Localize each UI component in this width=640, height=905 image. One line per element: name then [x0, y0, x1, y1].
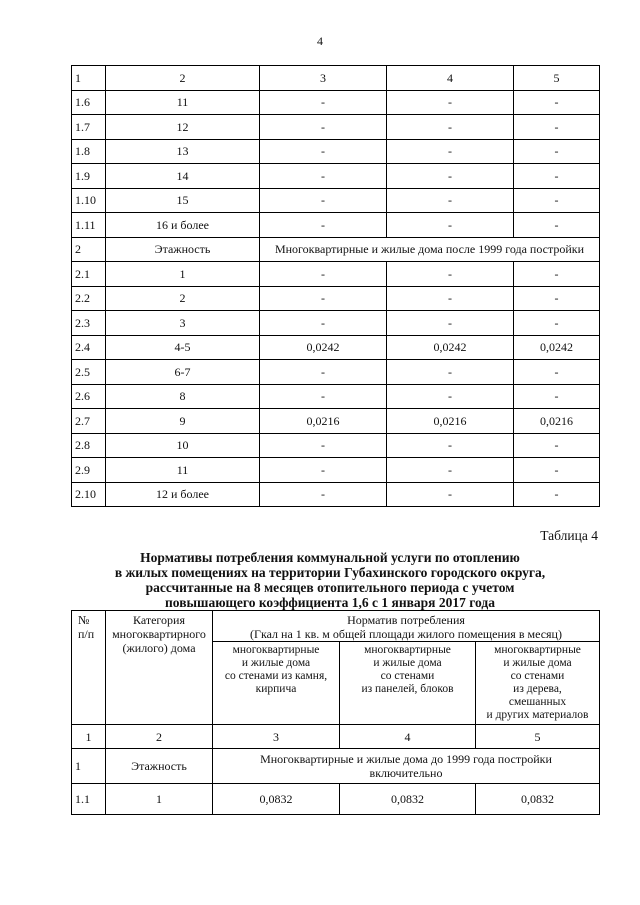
row-category: 1 [106, 262, 260, 287]
row-category: 10 [106, 433, 260, 458]
col-number: 1 [72, 66, 106, 91]
value-wood-mixed: - [514, 286, 600, 311]
value-wood-mixed: - [514, 433, 600, 458]
table-row [72, 360, 600, 385]
value-wood-mixed: - [514, 213, 600, 238]
value-wood-mixed: - [514, 139, 600, 164]
row-number: 2 [72, 237, 106, 262]
row-category: 2 [106, 286, 260, 311]
value-wood-mixed: - [514, 90, 600, 115]
row-group-heading: Многоквартирные и жилые дома до 1999 года постройки включительно [213, 749, 600, 784]
page-number: 4 [317, 34, 323, 48]
row-category: 3 [106, 311, 260, 336]
value-panels-blocks: - [387, 286, 514, 311]
value-panels-blocks: - [387, 90, 514, 115]
row-category: 12 и более [106, 482, 260, 507]
value-panels-blocks: 0,0216 [387, 409, 514, 434]
row-number: 1.7 [72, 115, 106, 140]
value-stone-brick: - [260, 482, 387, 507]
value-wood-mixed: 0,0216 [514, 409, 600, 434]
value-wood-mixed: - [514, 115, 600, 140]
row-category: 11 [106, 458, 260, 483]
header-category: Категория многоквартирного (жилого) дома [106, 611, 213, 725]
row-number: 2.5 [72, 360, 106, 385]
title-line: повышающего коэффициента 1,6 с 1 января 2017 года [165, 595, 495, 610]
row-number: 1.1 [72, 784, 106, 815]
value-wood-mixed: - [514, 360, 600, 385]
title-line: в жилых помещениях на территории Губахинского городского округа, [114, 565, 546, 580]
value-stone-brick: - [260, 360, 387, 385]
value-stone-brick: - [260, 458, 387, 483]
table-row [72, 237, 600, 262]
value-panels-blocks: - [387, 311, 514, 336]
row-number: 2.3 [72, 311, 106, 336]
value-panels-blocks: - [387, 164, 514, 189]
value-panels-blocks: - [387, 458, 514, 483]
value-panels-blocks: - [387, 115, 514, 140]
table-row [72, 213, 600, 238]
value-panels-blocks: 0,0242 [387, 335, 514, 360]
col-number: 2 [106, 725, 213, 749]
row-category: 8 [106, 384, 260, 409]
value-stone-brick: - [260, 433, 387, 458]
row-number: 2.9 [72, 458, 106, 483]
value-panels-blocks: - [387, 139, 514, 164]
col-number: 4 [387, 66, 514, 91]
col-number: 3 [213, 725, 340, 749]
col-number: 3 [260, 66, 387, 91]
value-stone-brick: 0,0242 [260, 335, 387, 360]
value-wood-mixed: - [514, 482, 600, 507]
value-panels-blocks: - [387, 360, 514, 385]
table-row [72, 262, 600, 287]
table-row [72, 311, 600, 336]
row-category: 14 [106, 164, 260, 189]
row-number: 1.8 [72, 139, 106, 164]
table-row [72, 286, 600, 311]
value-stone-brick: - [260, 213, 387, 238]
value-wood-mixed: - [514, 188, 600, 213]
row-group-heading: Многоквартирные и жилые дома после 1999 года постройки [260, 237, 600, 262]
col-number: 4 [340, 725, 476, 749]
row-number: 2.8 [72, 433, 106, 458]
table-row [72, 482, 600, 507]
title-line: Нормативы потребления коммунальной услуги по отоплению [140, 550, 520, 565]
table-row [72, 115, 600, 140]
value-wood-mixed: - [514, 164, 600, 189]
value-stone-brick: - [260, 286, 387, 311]
row-category: 9 [106, 409, 260, 434]
value-panels-blocks: - [387, 188, 514, 213]
table-row [72, 384, 600, 409]
value-wood-mixed: 0,0832 [476, 784, 600, 815]
row-category: 1 [106, 784, 213, 815]
row-number: 1.10 [72, 188, 106, 213]
continued-norms-table [71, 65, 600, 507]
value-stone-brick: - [260, 115, 387, 140]
value-stone-brick: - [260, 262, 387, 287]
row-number: 1 [72, 749, 106, 784]
subheader-panels-blocks: многоквартирные и жилые дома со стенами из панелей, блоков [340, 642, 476, 725]
col-number: 2 [106, 66, 260, 91]
table-header-row [72, 66, 600, 91]
table-row [72, 458, 600, 483]
heating-norms-table [71, 610, 600, 815]
col-number: 5 [514, 66, 600, 91]
row-number: 2.2 [72, 286, 106, 311]
value-stone-brick: - [260, 139, 387, 164]
subheader-wood-mixed: многоквартирные и жилые дома со стенами из дерева, смешанных и других материалов [476, 642, 600, 725]
table-row [72, 139, 600, 164]
table-row [72, 164, 600, 189]
row-category: Этажность [106, 237, 260, 262]
value-panels-blocks: 0,0832 [340, 784, 476, 815]
table-label: Таблица 4 [540, 528, 598, 543]
title-line: рассчитанные на 8 месяцев отопительного периода с учетом [145, 580, 515, 595]
col-number: 5 [476, 725, 600, 749]
row-number: 1.6 [72, 90, 106, 115]
row-category: 13 [106, 139, 260, 164]
header-norm: Норматив потребления (Гкал на 1 кв. м общей площади жилого помещения в месяц) [213, 611, 600, 642]
row-category: 4-5 [106, 335, 260, 360]
value-stone-brick: - [260, 188, 387, 213]
table-row [72, 188, 600, 213]
row-number: 1.9 [72, 164, 106, 189]
row-number: 2.7 [72, 409, 106, 434]
subheader-stone-brick: многоквартирные и жилые дома со стенами из камня, кирпича [213, 642, 340, 725]
row-category: 16 и более [106, 213, 260, 238]
row-number: 1.11 [72, 213, 106, 238]
table-row [72, 433, 600, 458]
value-panels-blocks: - [387, 213, 514, 238]
value-wood-mixed: - [514, 458, 600, 483]
row-category: 6-7 [106, 360, 260, 385]
table-row [72, 90, 600, 115]
value-panels-blocks: - [387, 433, 514, 458]
header-number: № п/п [72, 611, 106, 725]
row-category: 15 [106, 188, 260, 213]
value-panels-blocks: - [387, 482, 514, 507]
row-category: 11 [106, 90, 260, 115]
table-row [72, 409, 600, 434]
value-stone-brick: - [260, 164, 387, 189]
value-panels-blocks: - [387, 384, 514, 409]
col-number: 1 [72, 725, 106, 749]
value-stone-brick: - [260, 311, 387, 336]
row-number: 2.1 [72, 262, 106, 287]
table-title [60, 550, 600, 610]
value-stone-brick: 0,0216 [260, 409, 387, 434]
value-stone-brick: - [260, 90, 387, 115]
row-category: 12 [106, 115, 260, 140]
value-panels-blocks: - [387, 262, 514, 287]
value-wood-mixed: 0,0242 [514, 335, 600, 360]
value-wood-mixed: - [514, 384, 600, 409]
row-number: 2.10 [72, 482, 106, 507]
row-category: Этажность [106, 749, 213, 784]
value-wood-mixed: - [514, 262, 600, 287]
row-number: 2.4 [72, 335, 106, 360]
table-row [72, 335, 600, 360]
row-number: 2.6 [72, 384, 106, 409]
value-wood-mixed: - [514, 311, 600, 336]
value-stone-brick: 0,0832 [213, 784, 340, 815]
value-stone-brick: - [260, 384, 387, 409]
